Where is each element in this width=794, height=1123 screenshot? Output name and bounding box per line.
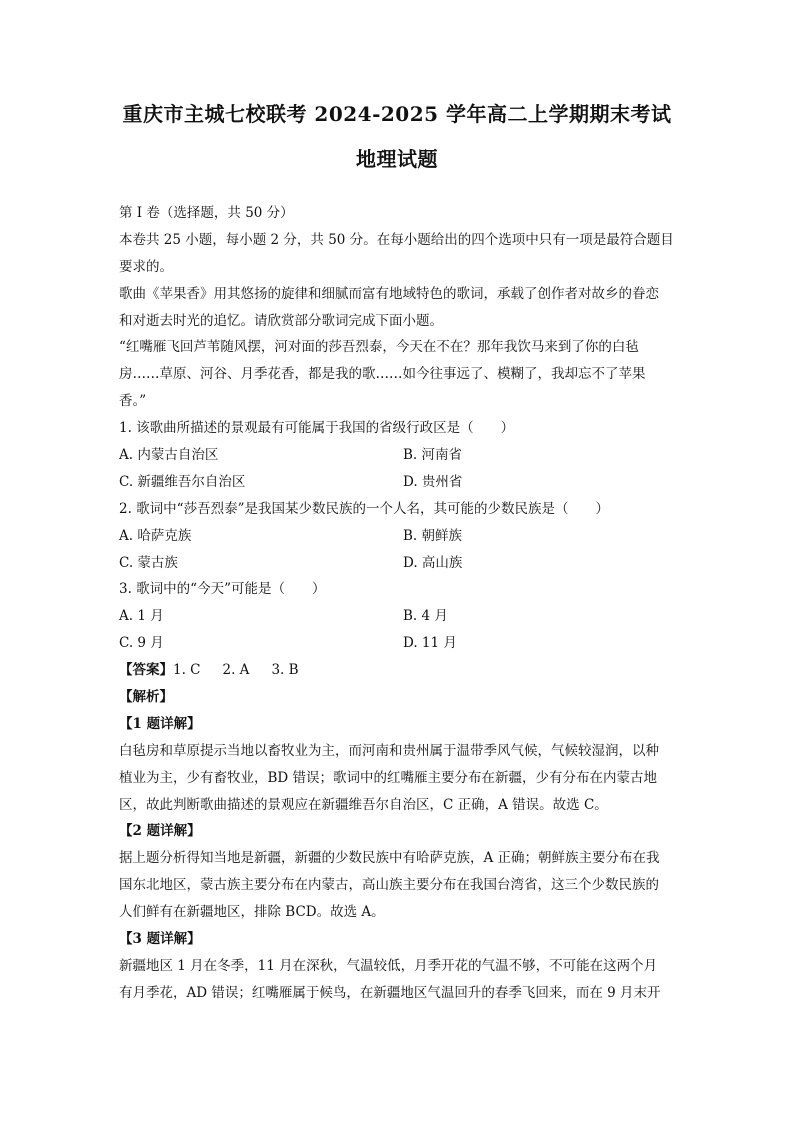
question-3-option-a: A. 1 月 [119, 608, 164, 625]
document-subtitle: 地理试题 [356, 147, 438, 171]
detail-2-line: 国东北地区，蒙古族主要分布在内蒙古，高山族主要分布在我国台湾省，这三个少数民族的 [119, 877, 659, 894]
analysis-label: 【解析】 [119, 689, 173, 706]
question-3-options-row [119, 603, 675, 630]
detail-1-label: 【1 题详解】 [119, 715, 201, 732]
lyrics-line: 香。” [119, 393, 147, 410]
question-1-options-row [119, 469, 675, 496]
question-2-options-row [119, 523, 675, 550]
detail-3-label: 【3 题详解】 [119, 931, 201, 948]
detail-2-line: 人们鲜有在新疆地区，排除 BCD。故选 A。 [119, 904, 385, 921]
instructions-line: 要求的。 [119, 258, 173, 275]
detail-1-line: 区，故此判断歌曲描述的景观应在新疆维吾尔自治区，C 正确，A 错误。故选 C。 [119, 796, 608, 813]
question-3-option-d: D. 11 月 [403, 635, 457, 652]
detail-3-line: 新疆地区 1 月在冬季，11 月在深秋，气温较低，月季开花的气温不够，不可能在这两个月 [119, 957, 658, 974]
answer-2: 2. A [222, 662, 250, 679]
answer-3: 3. B [271, 662, 299, 679]
instructions-line: 本卷共 25 小题，每小题 2 分，共 50 分。在每小题给出的四个选项中只有一项是最符合题目 [119, 231, 674, 248]
question-2-options-row [119, 550, 675, 577]
question-3-options-row [119, 630, 675, 657]
question-2-option-b: B. 朝鲜族 [403, 527, 463, 544]
answer-row [119, 657, 675, 684]
detail-2-label: 【2 题详解】 [119, 823, 201, 840]
question-2-stem: 2. 歌词中“莎吾烈泰”是我国某少数民族的一个人名，其可能的少数民族是（ ） [119, 500, 609, 517]
question-1-option-a: A. 内蒙古自治区 [119, 447, 219, 464]
answer-1: 1. C [173, 662, 201, 679]
question-1-option-b: B. 河南省 [403, 447, 463, 464]
question-1-option-d: D. 贵州省 [403, 473, 463, 490]
answer-label: 【答案】 [119, 662, 173, 679]
question-2-option-a: A. 哈萨克族 [119, 527, 192, 544]
detail-3-line: 有月季花，AD 错误；红嘴雁属于候鸟，在新疆地区气温回升的春季飞回来，而在 9 月末开 [119, 984, 661, 1001]
question-3-stem: 3. 歌词中的“今天”可能是（ ） [119, 581, 326, 598]
passage-intro-line: 歌曲《苹果香》用其悠扬的旋律和细腻而富有地域特色的歌词，承载了创作者对故乡的眷恋 [119, 285, 659, 302]
detail-1-line: 白毡房和草原提示当地以畜牧业为主，而河南和贵州属于温带季风气候，气候较湿润，以种 [119, 742, 659, 759]
section-header: 第 I 卷（选择题，共 50 分） [119, 205, 294, 221]
passage-intro-line: 和对逝去时光的追忆。请欣赏部分歌词完成下面小题。 [119, 312, 443, 329]
question-1-option-c: C. 新疆维吾尔自治区 [119, 473, 246, 490]
question-1-stem: 1. 该歌曲所描述的景观最有可能属于我国的省级行政区是（ ） [119, 420, 515, 437]
question-3-option-c: C. 9 月 [119, 635, 164, 652]
document-body [119, 200, 675, 1007]
question-2-option-d: D. 高山族 [403, 554, 463, 571]
lyrics-line: “红嘴雁飞回芦苇随风摆，河对面的莎吾烈泰，今天在不在？那年我饮马来到了你的白毡 [119, 339, 639, 356]
detail-2-line: 据上题分析得知当地是新疆，新疆的少数民族中有哈萨克族，A 正确；朝鲜族主要分布在我 [119, 850, 660, 867]
detail-1-line: 植业为主，少有畜牧业，BD 错误；歌词中的红嘴雁主要分布在新疆，少有分布在内蒙古地 [119, 769, 658, 786]
lyrics-line: 房……草原、河谷、月季花香，都是我的歌……如今往事远了、模糊了，我却忘不了苹果 [119, 366, 646, 383]
question-3-option-b: B. 4 月 [403, 608, 448, 625]
question-2-option-c: C. 蒙古族 [119, 554, 178, 571]
question-1-options-row [119, 442, 675, 469]
document-title: 重庆市主城七校联考 2024-2025 学年高二上学期期末考试 [122, 102, 672, 126]
